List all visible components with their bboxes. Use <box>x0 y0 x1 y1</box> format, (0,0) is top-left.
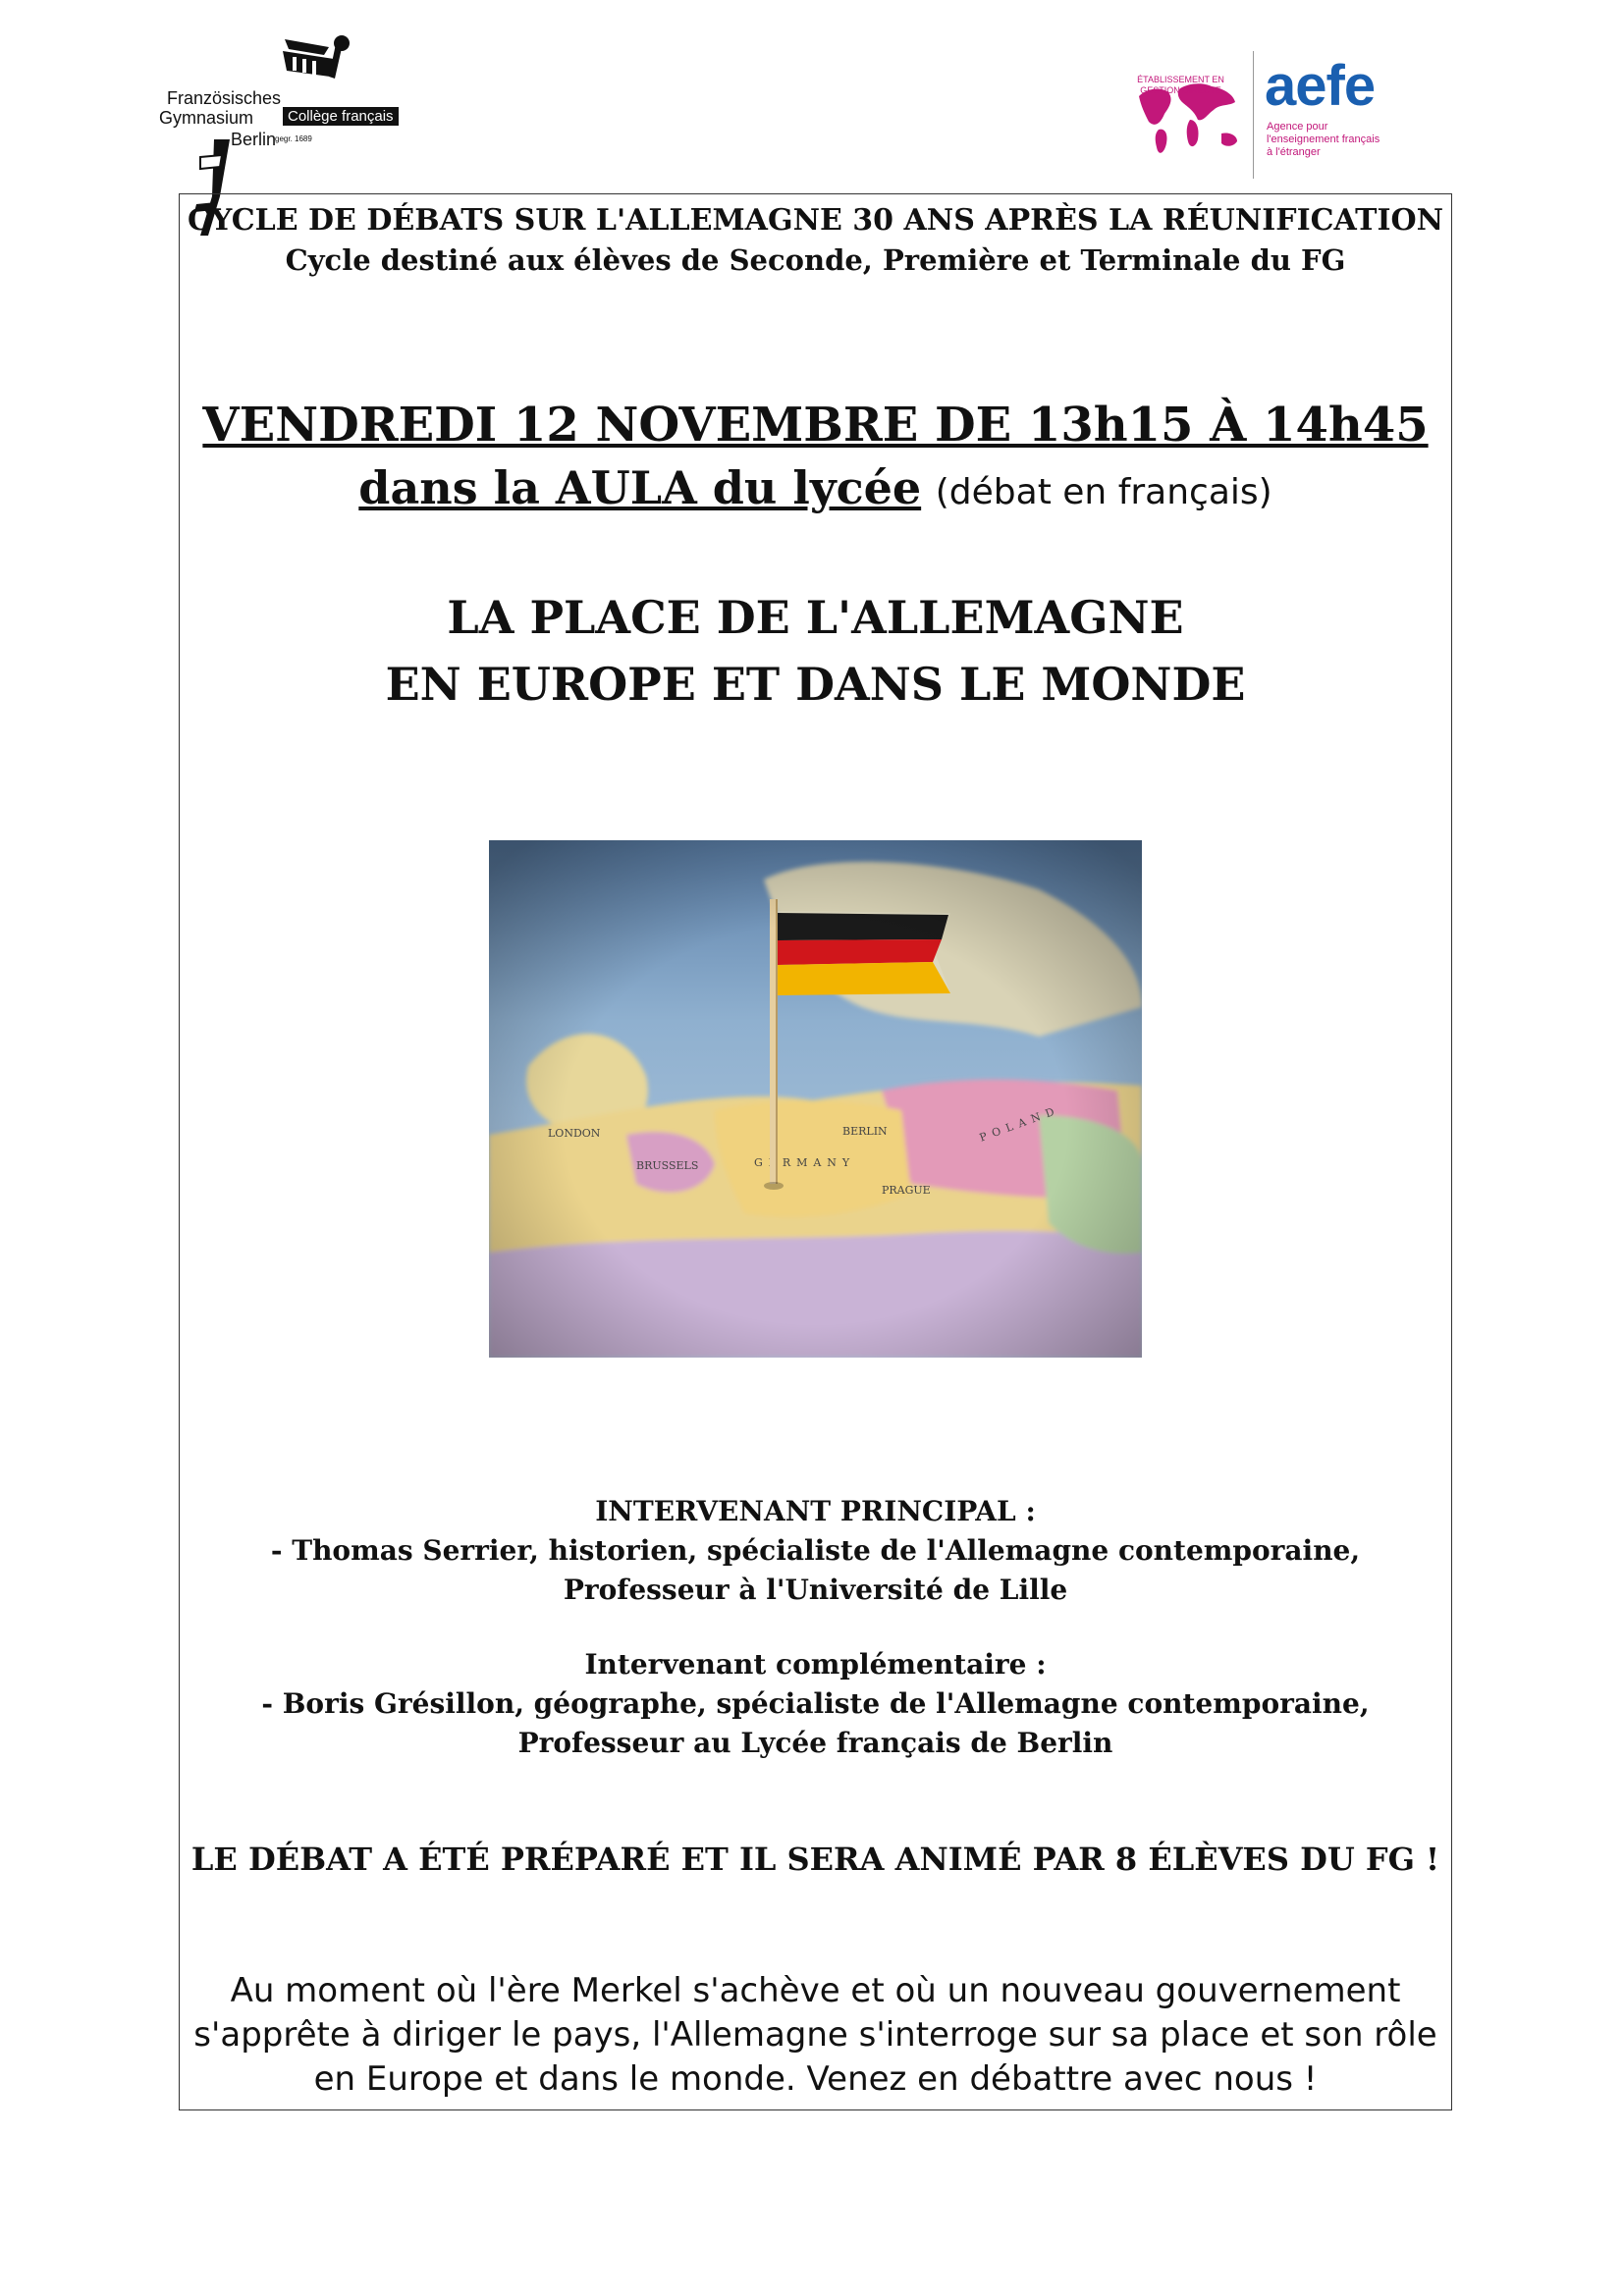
main-speaker-line1: - Thomas Serrier, historien, spécialiste de l'Allemagne contemporaine, <box>270 1534 1361 1567</box>
students-note: LE DÉBAT A ÉTÉ PRÉPARÉ ET IL SERA ANIMÉ PAR 8 ÉLÈVES DU FG ! <box>190 1841 1440 1878</box>
column-capital-icon <box>283 35 350 79</box>
agency-tagline-line2: l'enseignement français <box>1267 133 1380 145</box>
school-name-line2: Gymnasium <box>159 108 254 128</box>
logo-divider <box>1253 51 1254 179</box>
agency-tagline-line3: à l'étranger <box>1267 146 1321 158</box>
cycle-audience: Cycle destiné aux élèves de Seconde, Première et Terminale du FG <box>285 243 1346 277</box>
school-badge: Collège français <box>283 107 399 126</box>
agency-tagline-line1: Agence pour <box>1267 121 1328 133</box>
agency-tagline <box>1267 121 1380 159</box>
agency-status-label: ÉTABLISSEMENT EN GESTION DIRECTE <box>1137 75 1224 95</box>
event-date: VENDREDI 12 NOVEMBRE DE 13h15 À 14h45 <box>202 398 1429 453</box>
event-title-line2: EN EUROPE ET DANS LE MONDE <box>385 658 1246 711</box>
event-language-note: (débat en français) <box>935 472 1272 512</box>
school-name-line3: Berlin <box>231 130 277 149</box>
main-speaker-heading: INTERVENANT PRINCIPAL : <box>595 1495 1036 1527</box>
school-founding-year: gegr. 1689 <box>275 134 312 143</box>
event-title-line1: LA PLACE DE L'ALLEMAGNE <box>447 591 1184 644</box>
description-line1: Au moment où l'ère Merkel s'achève et où un nouveau gouvernement <box>230 1971 1401 2010</box>
germany-map-photo <box>489 840 1142 1358</box>
school-name-line1: Französisches <box>167 88 282 108</box>
secondary-speaker-line2: Professeur au Lycée français de Berlin <box>517 1727 1113 1759</box>
secondary-speaker-line1: - Boris Grésillon, géographe, spécialiste de l'Allemagne contemporaine, <box>261 1687 1370 1720</box>
main-speaker-line2: Professeur à l'Université de Lille <box>563 1574 1068 1606</box>
agency-name: aefe <box>1265 54 1376 118</box>
secondary-speaker-heading: Intervenant complémentaire : <box>584 1648 1047 1681</box>
event-location-line <box>179 457 1452 523</box>
description-line2: s'apprête à diriger le pays, l'Allemagne s'interroge sur sa place et son rôle <box>193 2015 1437 2055</box>
description-line3: en Europe et dans le monde. Venez en débattre avec nous ! <box>313 2059 1318 2099</box>
event-location: dans la AULA du lycée <box>358 461 922 514</box>
cycle-title: CYCLE DE DÉBATS SUR L'ALLEMAGNE 30 ANS APRÈS LA RÉUNIFICATION <box>187 203 1444 238</box>
